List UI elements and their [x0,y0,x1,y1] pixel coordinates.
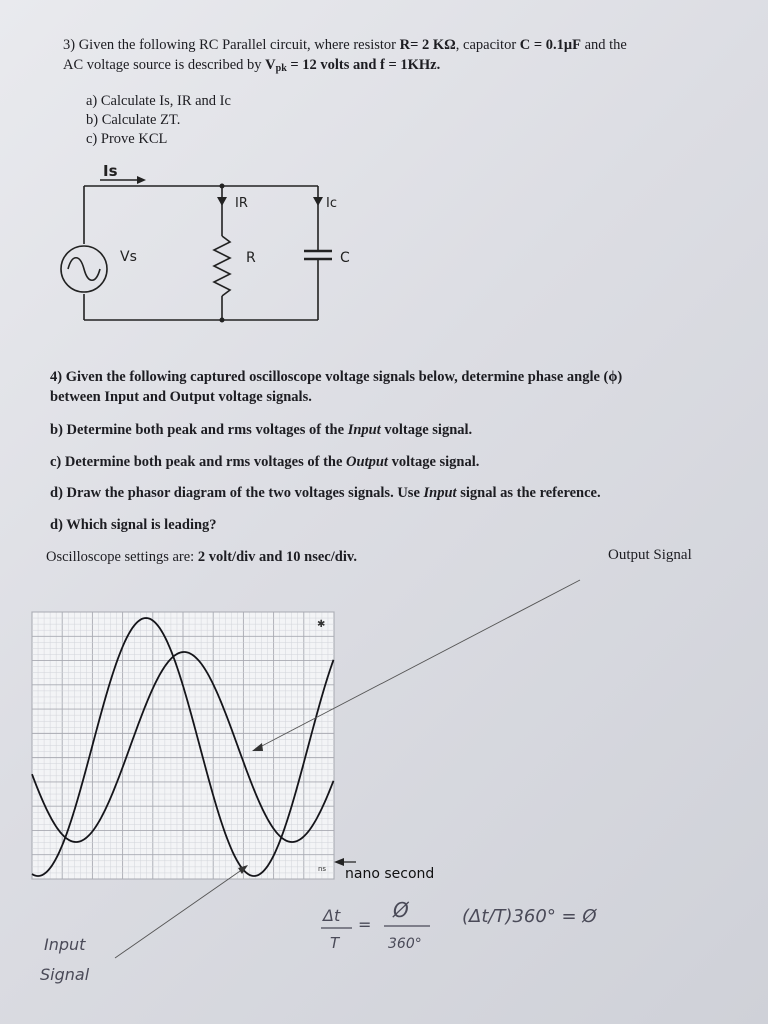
settings-values: 2 volt/div and 10 nsec/div. [197,549,357,565]
q-signal: Output [346,454,388,470]
handwritten-notes [40,898,597,984]
p3-resistor-value: R= 2 KΩ [399,37,456,53]
hand-formula: (Δt/T)360° = Ø [462,906,597,927]
q-peak: peak [165,454,196,470]
task-a: a) Calculate Is, IR and Ic [86,93,231,109]
q-text: and [197,422,228,438]
q-rms: rms [227,422,252,438]
ic-label: Ic [326,196,337,211]
hand-eq: = [358,915,372,934]
q-rms: rms [226,454,251,470]
q-text: c) Determine both [50,454,166,470]
vs-label: Vs [120,249,137,265]
p3-text: and the [580,37,627,53]
p3-text: 3) Given the following RC Parallel circuit, where resistor [63,37,400,53]
r-label: R [246,250,256,266]
q-signal: Input [423,485,457,501]
ns-tag: ns [318,865,327,873]
is-label: Is [103,162,118,180]
p3-v: V [265,57,276,73]
q-text: voltage signal. [387,454,480,470]
hand-360: 360° [388,936,422,952]
q-text: b) Determine both [50,422,168,438]
q-text: voltages of the [251,422,348,438]
settings-text: Oscilloscope settings are: [46,549,198,565]
q-text: voltages of the [250,454,347,470]
ir-label: IR [235,196,248,211]
q-peak: peak [167,422,198,438]
p3-pk-sub: pk [275,63,287,74]
nano-second-label: nano second [345,866,435,882]
hand-T: T [330,934,340,952]
hand-signal: Signal [40,965,90,984]
q4-part-d2: d) Which signal is leading? [50,517,217,533]
output-signal-label: Output Signal [608,547,692,563]
hand-input: Input [44,935,86,954]
nano-arrow-head [334,858,344,866]
q4-line1: 4) Given the following captured oscilloscope voltage signals below, determine phase angle (ϕ) [50,369,623,385]
c-label: C [340,250,350,266]
hand-phi: Ø [393,898,409,922]
q-text: d) Draw the phasor diagram of the two voltages signals. Use [50,485,424,501]
task-b: b) Calculate ZT. [86,112,181,128]
p3-vpk-rest: = 12 volts and f = 1KHz. [286,57,441,73]
p3-text: , capacitor [455,37,520,53]
q-text: voltage signal. [380,422,473,438]
p3-text: AC voltage source is described by [63,57,266,73]
q-text: signal as the reference. [456,485,601,501]
q-signal: Input [347,422,381,438]
q4-line2: between Input and Output voltage signals. [50,389,312,405]
hand-dt: Δt [323,906,341,925]
scope-corner-icon: ✱ [317,619,326,630]
q-text: and [195,454,227,470]
input-leader-line [115,869,243,958]
p3-capacitor-value: C = 0.1μF [519,37,581,53]
task-c: c) Prove KCL [86,131,168,147]
